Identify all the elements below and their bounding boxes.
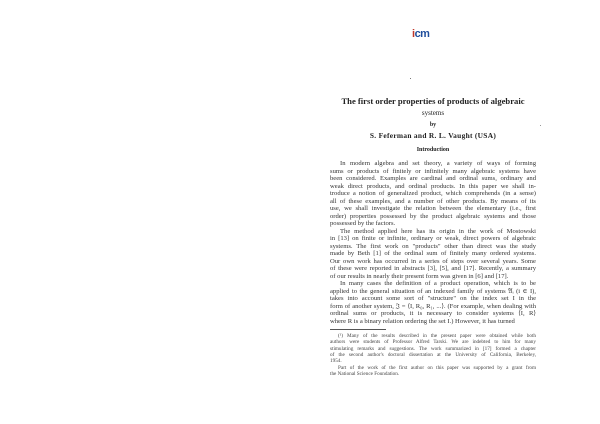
footnote-line: the National Science Foundation.	[330, 370, 400, 377]
publisher-logo: icm	[412, 28, 430, 40]
body-line: use, we shall investigate the relation between the elementary (i.e., first	[330, 205, 536, 212]
body-line: troduce a notion of generalized product, which comprehends (in a sense)	[330, 190, 536, 197]
body-line: The method applied here has its origin in the work of Mostowski	[340, 227, 536, 235]
body-line: of our results in nearly their present form was given in [6] and [17].	[330, 272, 509, 280]
body-line: possessed by the factors.	[330, 220, 396, 227]
authors: S. Feferman and R. L. Vaught (USA)	[369, 131, 497, 140]
body-line: takes into account some sort of "structure" on the index set I in the	[330, 295, 536, 302]
paper-title-continued: systems	[421, 109, 445, 117]
body-line: systems. The first work on "products" other than direct was the study	[330, 242, 536, 250]
byline: by	[429, 122, 437, 128]
body-line: ordinal sums or products, it is necessary to consider systems ⟨I, R⟩	[330, 310, 536, 317]
body-line: all of these examples, and a number of other products. By means of its	[330, 197, 536, 205]
body-line: In many cases the definition of a product operation, which is to be	[340, 280, 536, 287]
body-line: form of another system, 𝔍 = ⟨I, R₀, R₁, ...⟩. (For example, when dealing with	[330, 302, 536, 310]
body-line: of these were reported in abstracts [3], [5], and [17]. Recently, a summary	[330, 265, 536, 272]
body-line: in [13] on finite or infinite, ordinary or weak, direct powers of algebraic	[330, 235, 536, 242]
body-line: applied to the general situation of an indexed family of systems 𝔄ᵢ (i ∈ I),	[330, 287, 536, 295]
body-line: order) properties possessed by the product algebraic systems and those	[330, 212, 536, 220]
body-line: made by Beth [1] of the ordinal sum of finitely many ordered systems.	[330, 250, 536, 257]
body-line: Our own work has occurred in a series of steps over several years. Some	[330, 257, 536, 265]
footnote-rule	[330, 329, 386, 330]
footnote-line: (¹) Many of the results described in the present paper were obtained while both	[338, 333, 536, 339]
footnote-line: of the second author's doctoral dissertation at the University of California, Berkeley,	[330, 351, 536, 358]
body-line: been considered. Examples are cardinal and ordinal sums, ordinary and	[330, 175, 536, 182]
footnote-line: authors were students of Professor Alfred Tarski. We are indebted to him for many	[330, 339, 536, 346]
body-line: In modern algebra and set theory, a variety of ways of forming	[340, 160, 536, 167]
scan-speck	[540, 125, 541, 126]
scan-speck	[410, 78, 411, 79]
footnote-line: 1954.	[330, 358, 342, 365]
body-line: where R is a binary relation ordering the set I.) However, it has turned	[330, 317, 515, 325]
section-heading: Introduction	[416, 147, 450, 153]
paper-title: The first order properties of products of algebraic	[341, 96, 525, 106]
body-line: weak direct products, and ordinal products. In this paper we shall in-	[330, 182, 536, 190]
footnote-line: stimulating remarks and suggestions. The work summarized in [17] formed a chapter	[330, 345, 536, 352]
body-line: sums or products of finitely or infinitely many algebraic systems have	[330, 167, 536, 175]
footnote-line: Part of the work of the first author on this paper was supported by a grant from	[338, 364, 536, 371]
